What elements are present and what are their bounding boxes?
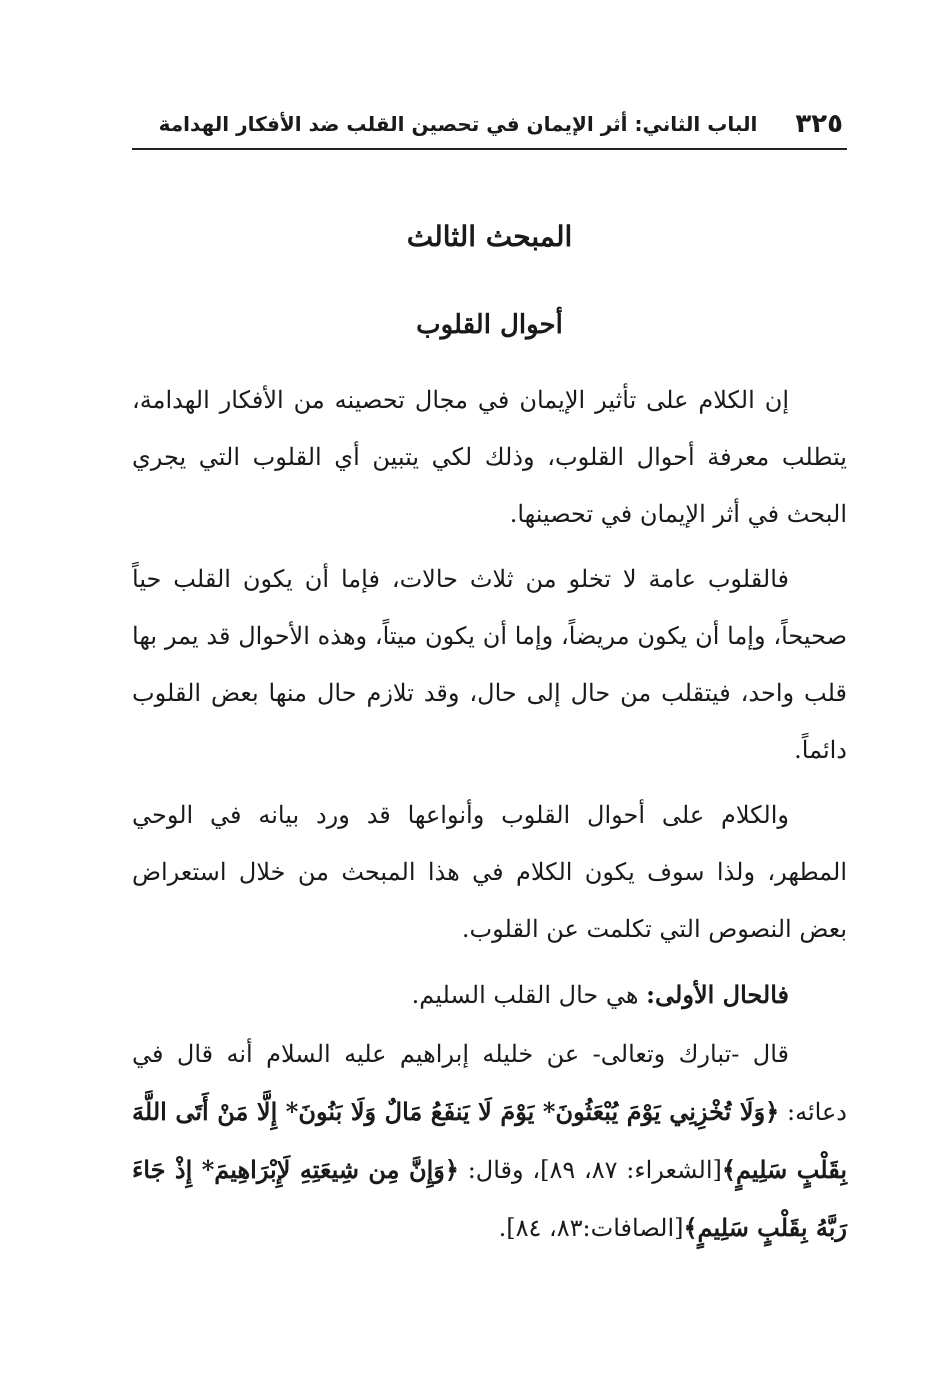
paragraph-intro: إن الكلام على تأثير الإيمان في مجال تحصينه من الأفكار الهدامة، يتطلب معرفة أحوال القلوب، وذلك لكي يتبين أي القلوب التي يجري البحث في أثر الإيمان في تحصينها. bbox=[132, 386, 847, 528]
section-title: المبحث الثالث bbox=[406, 220, 573, 253]
first-state-label: فالحال الأولى: bbox=[646, 980, 789, 1009]
verse-reference-saffat: [الصافات:٨٣، ٨٤] bbox=[506, 1214, 684, 1242]
section-subtitle: أحوال القلوب bbox=[416, 310, 563, 340]
quran-verse-saffat: ﴿وَإِنَّ مِن شِيعَتِهِ لَإِبْرَاهِيمَ* إِذْ جَاءَ رَبَّهُ بِقَلْبٍ سَلِيمٍ﴾ bbox=[132, 1155, 847, 1242]
running-header bbox=[132, 100, 847, 150]
page-number: ٣٢٥ bbox=[795, 109, 843, 139]
paragraph-first-state bbox=[132, 966, 847, 1024]
body-text bbox=[132, 372, 847, 1265]
citation-connector: ، وقال: bbox=[458, 1156, 541, 1184]
citation-end: . bbox=[498, 1214, 507, 1242]
citation-intro: قال -تبارك وتعالى- عن خليله إبراهيم عليه السلام أنه قال في دعائه: bbox=[132, 1040, 847, 1126]
first-state-text: هي حال القلب السليم. bbox=[411, 981, 647, 1009]
paragraph-revelation: والكلام على أحوال القلوب وأنواعها قد ورد بيانه في الوحي المطهر، ولذا سوف يكون الكلام في هذا المبحث من خلال استعراض بعض النصوص التي تكلمت عن القلوب. bbox=[132, 801, 847, 943]
paragraph-quran-citation bbox=[132, 1026, 847, 1257]
quran-verse-shuara: ﴿وَلَا تُخْزِنِي يَوْمَ يُبْعَثُونَ* يَوْمَ لَا يَنفَعُ مَالٌ وَلَا بَنُونَ* إِلَّا مَنْ أَتَى اللَّهَ بِقَلْبٍ سَلِيمٍ﴾ bbox=[132, 1097, 848, 1184]
paragraph-heart-states: فالقلوب عامة لا تخلو من ثلاث حالات، فإما أن يكون القلب حياً صحيحاً، وإما أن يكون مريضاً، وإما أن يكون ميتاً، وهذه الأحوال قد يمر بها قلب واحد، فيتقلب من حال إلى حال، وقد تلازم حال منها بعض القلوب دائماً. bbox=[132, 565, 847, 764]
verse-reference-shuara: [الشعراء: ٨٧، ٨٩] bbox=[540, 1156, 722, 1184]
chapter-title: الباب الثاني: أثر الإيمان في تحصين القلب ضد الأفكار الهدامة bbox=[158, 112, 758, 136]
